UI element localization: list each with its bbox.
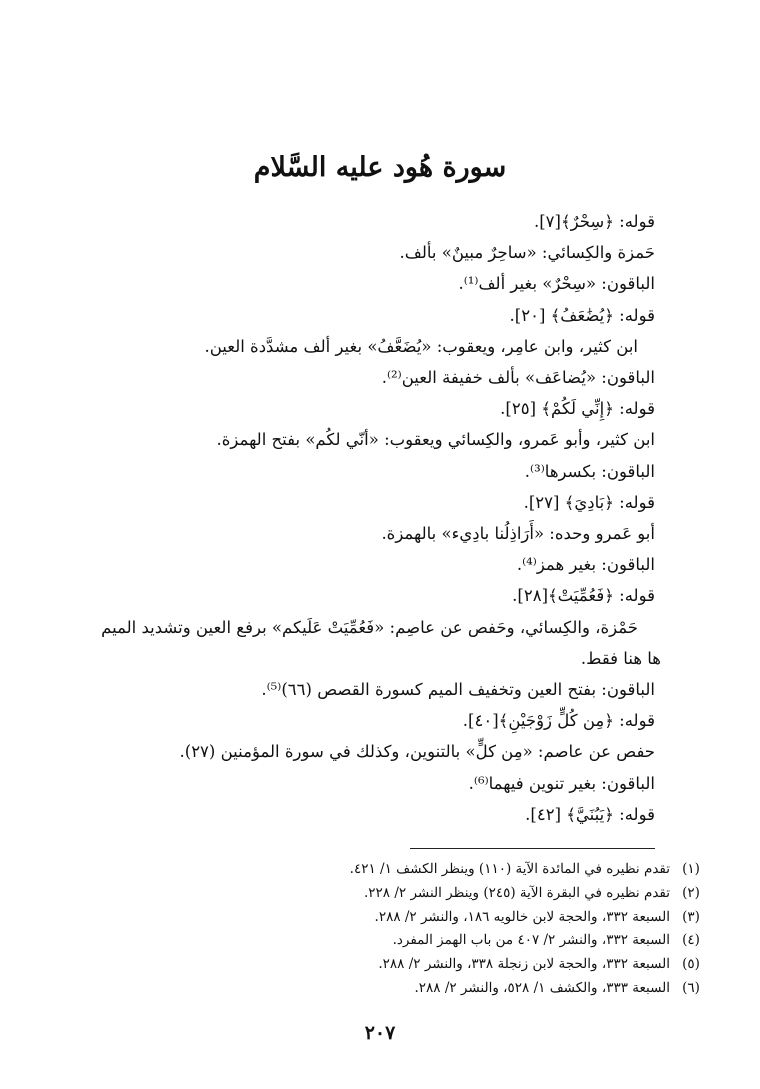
main-text bbox=[95, 206, 661, 830]
text-line: قوله: ﴿مِن كُلٍّ زَوْجَيْنِ﴾[٤٠]. bbox=[462, 711, 655, 731]
footnote-number: (٦) bbox=[682, 979, 700, 996]
text-line: الباقون: بغير همز⁽⁴⁾. bbox=[516, 555, 655, 575]
surah-title: سورة هُود عليه السَّلام bbox=[253, 152, 507, 183]
footnote-text: السبعة ٣٣٣، والكشف ١/ ٥٢٨، والنشر ٢/ ٢٨٨. bbox=[414, 979, 670, 996]
footnote-text: السبعة ٣٣٢، والحجة لابن خالويه ١٨٦، والنشر ٢/ ٢٨٨. bbox=[374, 908, 670, 925]
footnote bbox=[92, 906, 712, 930]
footnote-text: السبعة ٣٣٢، والحجة لابن زنجلة ٣٣٨، والنشر ٢/ ٢٨٨. bbox=[378, 956, 670, 973]
footnote bbox=[92, 953, 712, 977]
text-line: قوله: ﴿يَبُنَيَّ﴾ [٤٢]. bbox=[525, 804, 655, 824]
text-line: قوله: ﴿بَادِيَ﴾ [٢٧]. bbox=[523, 492, 655, 512]
text-line: قوله: ﴿سِحْرٌ﴾[٧]. bbox=[533, 212, 655, 231]
page-number: ٢٠٧ bbox=[364, 1022, 396, 1044]
footnote-number: (٣) bbox=[682, 908, 700, 925]
footnote-text: السبعة ٣٣٢، والنشر ٢/ ٤٠٧ من باب الهمز المفرد. bbox=[392, 932, 670, 949]
footnote bbox=[92, 858, 712, 882]
text-line: حَمْزة، والكِسائي، وحَفص عن عاصِم: «فَعُمِّيَتْ عَلَيكم» برفع العين وتشديد الميم bbox=[101, 617, 638, 637]
footnote bbox=[92, 977, 712, 1001]
text-line: الباقون: بغير تنوين فيهما⁽⁶⁾. bbox=[468, 773, 655, 793]
text-line: قوله: ﴿يُضَٰعَفُ﴾ [٢٠]. bbox=[509, 305, 655, 325]
text-line: حفص عن عاصم: «مِن كلٍّ» بالتنوين، وكذلك في سورة المؤمنين (٢٧). bbox=[179, 742, 655, 762]
text-line: أبو عَمرو وحده: «أَرَاذِلُنا بادِيء» بالهمزة. bbox=[381, 524, 655, 544]
footnote-number: (٥) bbox=[682, 956, 700, 973]
text-line: قوله: ﴿إِنِّي لَكُمْ﴾ [٢٥]. bbox=[500, 399, 655, 419]
text-line: الباقون: «سِحْرٌ» بغير ألف⁽¹⁾. bbox=[458, 274, 655, 294]
footnote-divider bbox=[410, 848, 655, 849]
text-line: ها هنا فقط. bbox=[580, 648, 661, 668]
text-line: حَمزة والكِسائي: «ساحِرٌ مبينٌ» بألف. bbox=[399, 243, 655, 263]
footnote bbox=[92, 882, 712, 906]
text-line: الباقون: «يُضاعَف» بألف خفيفة العين⁽²⁾. bbox=[381, 368, 655, 388]
footnote-text: تقدم نظيره في المائدة الآية (١١٠) وينظر الكشف ١/ ٤٢١. bbox=[349, 861, 670, 877]
text-line: ابن كثير، وابن عامِر، ويعقوب: «يُضَعَّفُ» بغير ألف مشدَّدة العين. bbox=[204, 336, 638, 356]
text-line: الباقون: بكسرها⁽³⁾. bbox=[524, 461, 655, 481]
text-line: قوله: ﴿فَعُمِّيَتْ﴾[٢٨]. bbox=[512, 586, 655, 606]
footnote-number: (٢) bbox=[682, 884, 700, 901]
footnote-text: تقدم نظيره في البقرة الآية (٢٤٥) وينظر النشر ٢/ ٢٢٨. bbox=[363, 884, 670, 901]
footnote bbox=[92, 929, 712, 953]
footnote-number: (١) bbox=[682, 861, 700, 877]
text-line: الباقون: بفتح العين وتخفيف الميم كسورة القصص (٦٦)⁽⁵⁾. bbox=[261, 680, 655, 700]
footnotes bbox=[92, 858, 712, 1001]
text-line: ابن كثير، وأبو عَمرو، والكِسائي ويعقوب: «أنّي لكُم» بفتح الهمزة. bbox=[216, 430, 655, 450]
footnote-number: (٤) bbox=[682, 932, 700, 949]
